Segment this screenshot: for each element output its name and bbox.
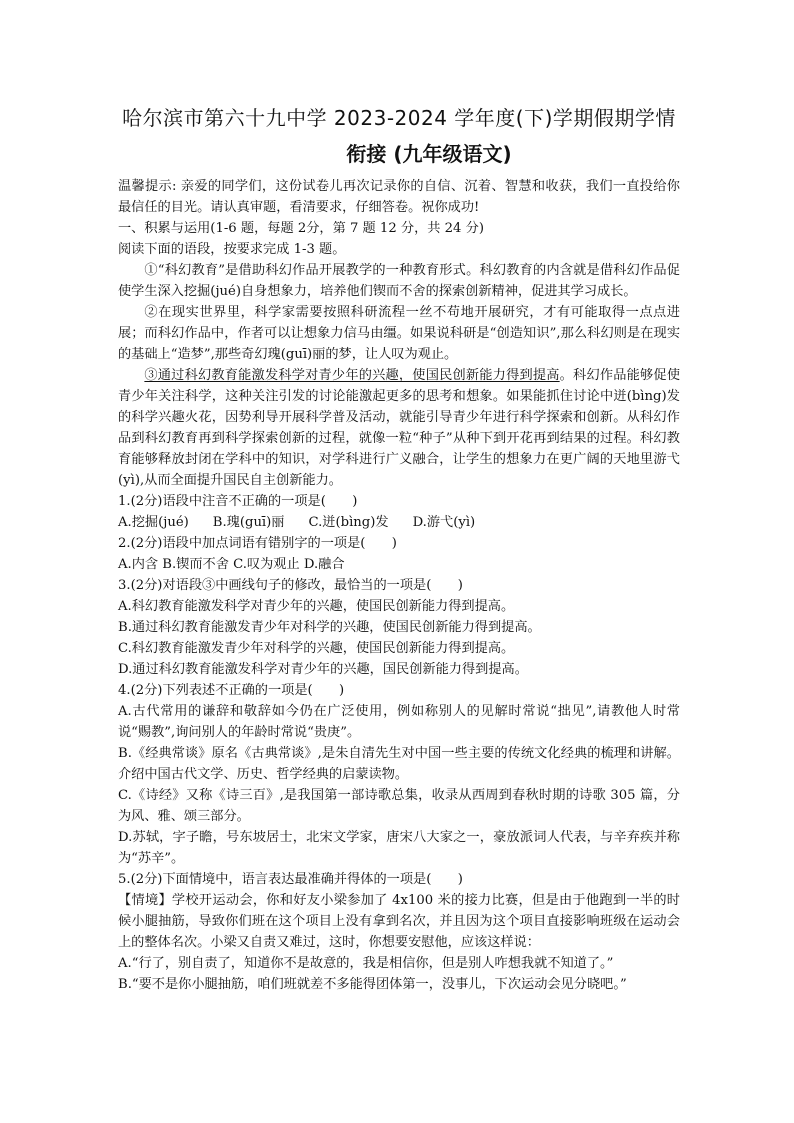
question-5-context: 【情境】学校开运动会，你和好友小梁参加了 4x100 米的接力比赛，但是由于他跑到一半的时候小腿抽筋，导致你们班在这个项目上没有拿到名次，并且因为这个项目直接影响班级在运动会上的整体名次。小梁又自责又难过，这时，你想要安慰他，应该这样说：: [118, 893, 680, 950]
question-4-option-b: B.《经典常谈》原名《古典常谈》,是朱自清先生对中国一些主要的传统文化经典的梳理和讲解。介绍中国古代文学、历史、哲学经典的启蒙读物。: [118, 746, 680, 782]
question-4-option-a: A.古代常用的谦辞和敬辞如今仍在广泛使用，例如称别人的见解时常说“拙见”,请教他人时常说“赐教”,询问别人的年龄时常说“贵庚”。: [118, 704, 680, 740]
question-5-stem: 5.(2分)下面情境中，语言表达最准确并得体的一项是( ): [118, 872, 463, 887]
question-3-option-c: C.科幻教育能激发青少年对科学的兴趣，使国民创新能力得到提高。: [118, 641, 515, 656]
question-5-option-b: B.“要不是你小腿抽筋，咱们班就差不多能得团体第一，没事儿，下次运动会见分晓吧。”: [118, 977, 627, 992]
question-1-option-a: A.挖掘(jué): [118, 515, 189, 530]
question-1-option-c: C.迸(bìng)发: [308, 515, 389, 530]
question-1-stem: 1.(2分)语段中注音不正确的一项是( ): [118, 494, 358, 509]
question-3-option-d: D.通过科幻教育能激发科学对青少年的兴趣，国民创新能力得到提高。: [118, 662, 528, 677]
page-title: 哈尔滨市第六十九中学 2023-2024 学年度(下)学期假期学情: [122, 106, 676, 130]
question-1-option-b: B.瑰(guī)丽: [212, 515, 285, 530]
passage-paragraph-3-rest: 。科幻作品能够促使青少年关注科学，这种关注引发的讨论能激起更多的思考和想象。如果能抓住讨论中迸(bìng)发的科学兴趣火花，因势利导开展科学普及活动，就能引导青少年进行科学探索和创新。从科幻作品到科幻教育再到科学探索创新的过程，就像一粒“种子”从种下到开花再到结果的过程。科幻教育能够释放封闭在学科中的知识，对学科进行广义融合，让学生的想象力在更广阔的天地里游弋(yì),从而全面提升国民自主创新能力。: [118, 368, 681, 488]
section-heading: 一、积累与运用(1-6 题，每题 2分，第 7 题 12 分，共 24 分): [118, 221, 484, 236]
passage-paragraph-1: ①“科幻教育”是借助科幻作品开展教学的一种教育形式。科幻教育的内含就是借科幻作品促使学生深入挖掘(jué)自身想象力，培养他们锲而不舍的探索创新精神，促进其学习成长。: [118, 263, 680, 299]
question-1-option-d: D.游弋(yì): [412, 515, 476, 530]
question-3-option-b: B.通过科幻教育能激发青少年对科学的兴趣，使国民创新能力得到提高。: [118, 620, 541, 635]
question-4-option-d: D.苏轼，字子瞻，号东坡居士，北宋文学家，唐宋八大家之一，豪放派词人代表，与辛弃疾并称为“苏辛”。: [118, 830, 680, 866]
reading-instruction: 阅读下面的语段，按要求完成 1-3 题。: [118, 242, 346, 257]
page-subtitle: 衔接 (九年级语文): [346, 142, 512, 166]
question-3-option-a: A.科幻教育能激发科学对青少年的兴趣，使国民创新能力得到提高。: [118, 599, 515, 614]
passage-paragraph-3: [118, 365, 680, 491]
underlined-sentence: ③通过科幻教育能激发科学对青少年的兴趣，使国民创新能力得到提高: [144, 368, 560, 383]
passage-paragraph-2: ②在现实世界里，科学家需要按照科研流程一丝不苟地开展研究，才有可能取得一点点进展；而科幻作品中，作者可以让想象力信马由缰。如果说科研是“创造知识”,那么科幻则是在现实的基础上“造梦”,那些奇幻瑰(guī)丽的梦，让人叹为观止。: [118, 305, 680, 362]
question-2-stem: 2.(2分)语段中加点词语有错别字的一项是( ): [118, 536, 397, 551]
question-4-stem: 4.(2分)下列表述不正确的一项是( ): [118, 683, 345, 698]
question-3-stem: 3.(2分)对语段③中画线句子的修改，最恰当的一项是( ): [118, 578, 463, 593]
question-2-options: A.内含 B.锲而不舍 C.叹为观止 D.融合: [118, 557, 345, 572]
question-5-option-a: A.“行了，别自责了，知道你不是故意的，我是相信你，但是别人咋想我就不知道了。”: [118, 956, 614, 971]
warm-tip: 温馨提示: 亲爱的同学们，这份试卷儿再次记录你的自信、沉着、智慧和收获，我们一直投给你最信任的目光。请认真审题，看清要求，仔细答卷。祝你成功!: [118, 179, 680, 215]
exam-page: [118, 100, 680, 995]
question-4-option-c: C.《诗经》又称《诗三百》,是我国第一部诗歌总集，收录从西周到春秋时期的诗歌 305 篇，分为风、雅、颂三部分。: [118, 788, 680, 824]
question-1-options: [118, 512, 680, 533]
